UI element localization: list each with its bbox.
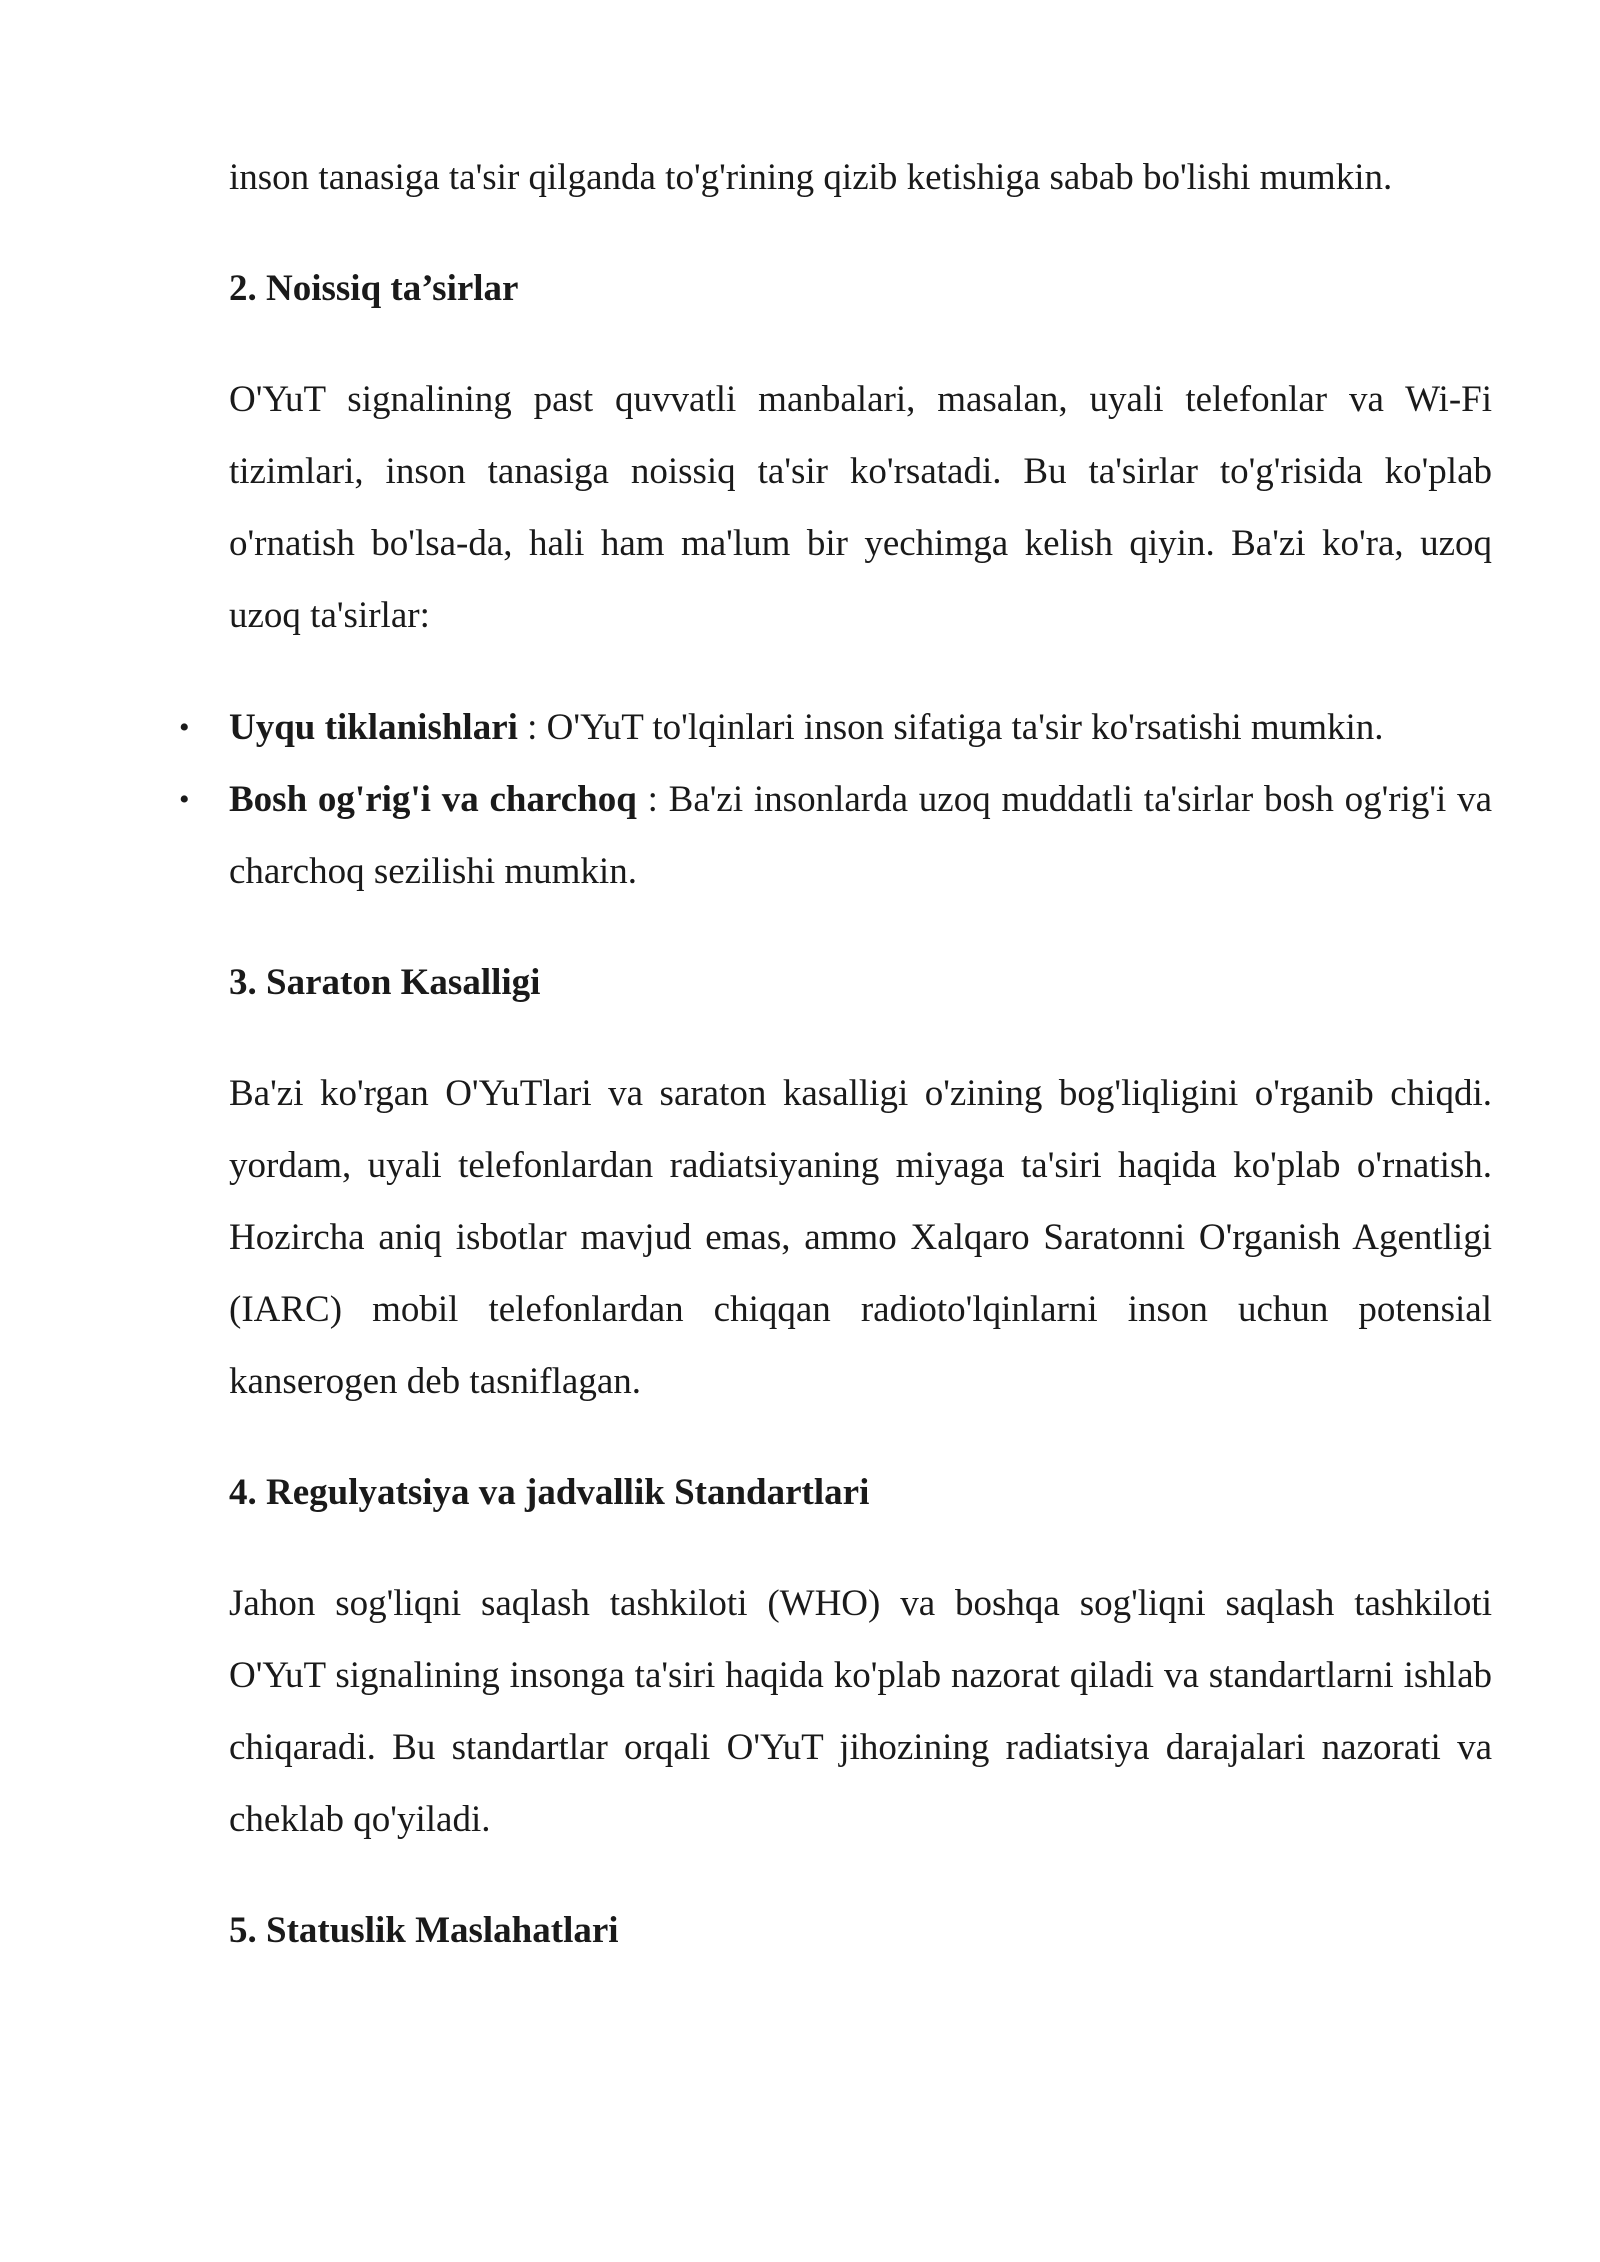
section-2-bullet-list bbox=[179, 692, 1493, 908]
bullet-term: Uyqu tiklanishlari bbox=[229, 707, 518, 748]
section-2-paragraph: O'YuT signalining past quvvatli manbalari, masalan, uyali telefonlar va Wi-Fi tizimlari, inson tanasiga noissiq ta'sir ko'rsatadi. Bu ta'sirlar to'g'risida ko'plab o'rnatish bo'lsa-da, hali ham ma'lum bir yechimga kelish qiyin. Ba'zi ko'ra, uzoq uzoq ta'sirlar: bbox=[229, 379, 1492, 636]
section-5-heading: 5. Statuslik Maslahatlari bbox=[229, 1910, 619, 1951]
bullet-term: Bosh og'rig'i va charchoq bbox=[229, 779, 637, 820]
bullet-icon: • bbox=[179, 711, 190, 744]
section-3-paragraph: Ba'zi ko'rgan O'YuTlari va saraton kasalligi o'zining bog'liqligini o'rganib chiqdi. yordam, uyali telefonlardan radiatsiyaning miyaga ta'siri haqida ko'plab o'rnatish. Hozircha aniq isbotlar mavjud emas, ammo Xalqaro Saratonni O'rganish Agentligi (IARC) mobil telefonlardan chiqqan radioto'lqinlarni inson uchun potensial kanserogen deb tasniflagan. bbox=[229, 1073, 1492, 1402]
section-3-heading: 3. Saraton Kasalligi bbox=[229, 962, 541, 1003]
section-4-paragraph: Jahon sog'liqni saqlash tashkiloti (WHO) va boshqa sog'liqni saqlash tashkiloti O'YuT signalining insonga ta'siri haqida ko'plab nazorat qiladi va standartlarni ishlab chiqaradi. Bu standartlar orqali O'YuT jihozining radiatsiya darajalari nazorati va cheklab qo'yiladi. bbox=[229, 1583, 1492, 1840]
bullet-text: : O'YuT to'lqinlari inson sifatiga ta'sir ko'rsatishi mumkin. bbox=[517, 707, 1384, 748]
bullet-icon: • bbox=[179, 783, 190, 816]
continuation-paragraph: inson tanasiga ta'sir qilganda to'g'rining qizib ketishiga sabab bo'lishi mumkin. bbox=[229, 157, 1393, 198]
bullet-item-sleep bbox=[179, 692, 1492, 764]
bullet-text: : Ba'zi insonlarda uzoq muddatli ta'sirlar bosh og'rig'i va charchoq sezilishi mumkin. bbox=[229, 779, 1493, 892]
section-2-heading: 2. Noissiq ta’sirlar bbox=[229, 268, 519, 309]
bullet-item-headache bbox=[179, 764, 1493, 908]
document-page bbox=[179, 142, 1493, 1967]
section-4-heading: 4. Regulyatsiya va jadvallik Standartlari bbox=[229, 1472, 870, 1513]
